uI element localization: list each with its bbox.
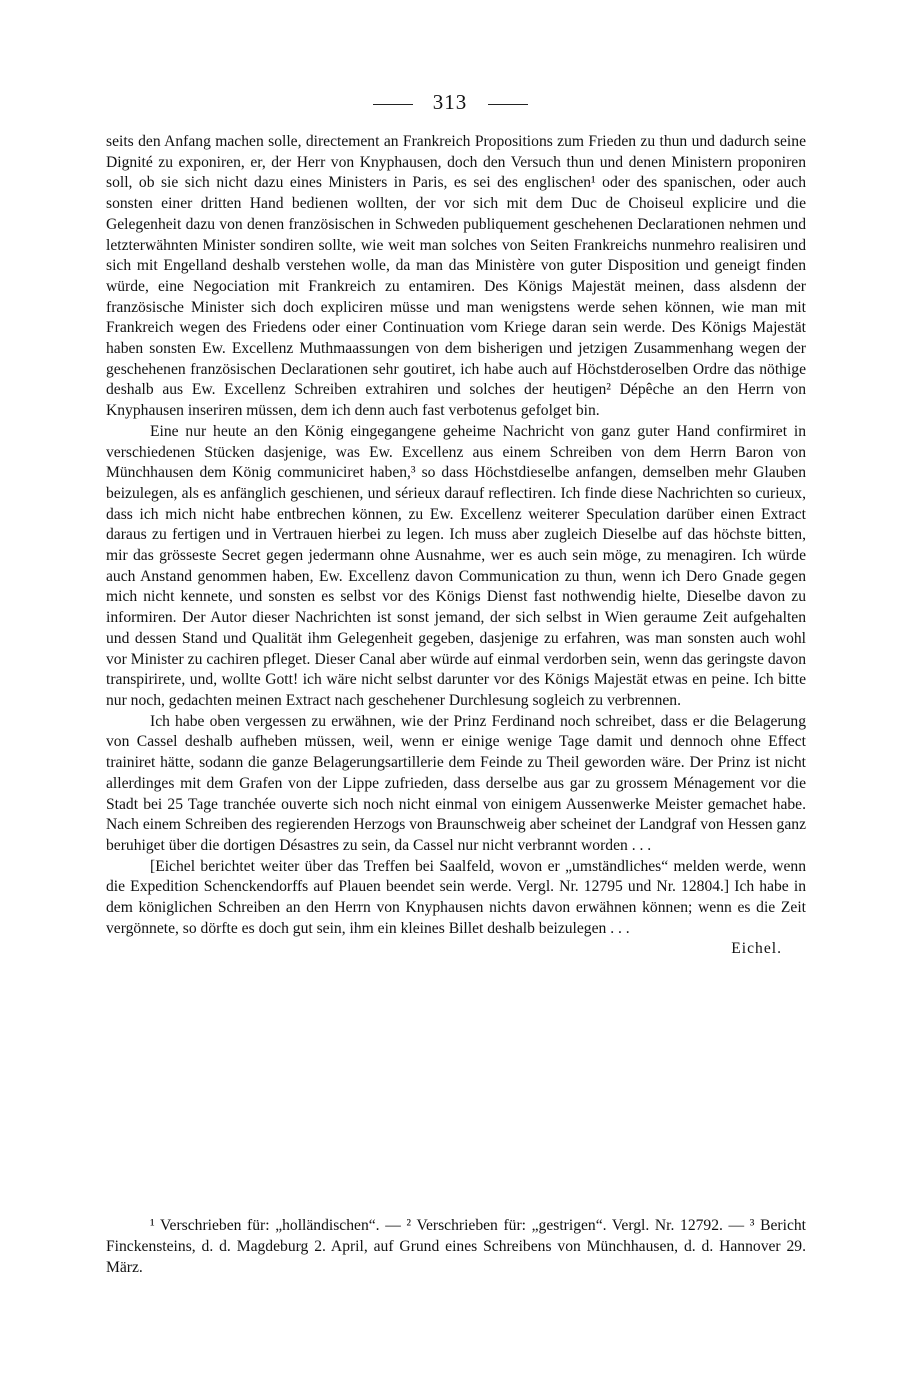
page-header <box>0 90 900 115</box>
body-text <box>106 132 806 960</box>
paragraph-3: Ich habe oben vergessen zu erwähnen, wie der Prinz Ferdinand noch schreibet, dass er die Belagerung von Cassel deshalb aufheben müssen, weil, wenn er einige wenige Tage damit und dennoch ohne Effect trainiret hätte, sodann die ganze Belagerungsartillerie dem Feinde zu Theil geworden wäre. Der Prinz ist nicht allerdinges mit dem Grafen von der Lippe zufrieden, dass derselbe aus gar zu grossem Ménagement vor die Stadt bei 25 Tage tranchée ouverte sich noch nicht einmal von einigem Aussenwerke Meister gemachet habe. Nach einem Schreiben des regierenden Herzogs von Braunschweig aber scheinet der Landgraf von Hessen ganz beruhiget über die dortigen Désastres zu sein, da Cassel nur nicht verbrannt worden . . . <box>106 712 806 854</box>
footnotes <box>106 1215 806 1278</box>
paragraph-2: Eine nur heute an den König eingegangene geheime Nachricht von ganz guter Hand confirmiret in verschiedenen Stücken dasjenige, was Ew. Excellenz aus einem Schreiben von dem Herrn Baron von Münchhausen dem König communiciret haben,³ so dass Höchstdieselbe anfangen, demselben mehr Glauben beizulegen, als es anfänglich geschienen, und sérieux darauf reflectiren. Ich finde diese Nachrichten so curieux, dass ich mich nicht habe entbrechen können, zu Ew. Excellenz weiterer Speculation darüber einen Extract daraus zu fertigen und in Vertrauen hierbei zu legen. Ich muss aber zugleich Dieselbe auf das höchste bitten, mir das grösseste Secret gegen jedermann ohne Ausnahme, wer es auch sein möge, zu menagiren. Ich würde auch Anstand genommen haben, Ew. Excellenz davon Communication zu thun, wenn ich Dero Gnade gegen mich nicht kennete, und sonsten es selbst vor des Königs Dienst fast nothwendig hielte, Dieselbe davon zu informiren. Der Autor dieser Nachrichten ist sonst jemand, der sich selbst in Wien geraume Zeit aufgehalten und dessen Stand und Qualität ihm Gelegenheit gegeben, dasjenige zu erfahren, was man sonsten auch wohl vor Minister zu cachiren pfleget. Dieser Canal aber würde auf einmal verdorben sein, wenn das geringste davon transpirirete, und, wollte Gott! ich wäre nicht selbst darunter vor des Königs Majestät etwas en peine. Ich bitte nur noch, gedachten meinen Extract nach geschehener Durchlesung sogleich zu verbrennen. <box>106 422 806 709</box>
paragraph-4: [Eichel berichtet weiter über das Treffen bei Saalfeld, wovon er „umständliches“ melden werde, wenn die Expedition Schenckendorffs auf Plauen beendet sein werde. Vergl. Nr. 12795 und Nr. 12804.] Ich habe in dem königlichen Schreiben an den Herrn von Knyphausen nichts davon erwähnen können; wenn es die Zeit vergönnete, so dörfte es doch gut sein, ihm ein kleines Billet deshalb beizulegen . . . <box>106 857 806 937</box>
header-rule-right <box>488 104 528 105</box>
footnote-block: ¹ Verschrieben für: „holländischen“. — ² Verschrieben für: „gestrigen“. Vergl. Nr. 12792. — ³ Bericht Finckensteins, d. d. Magdeburg 2. April, auf Grund eines Schreibens von Münchhausen, d. d. Hannover 29. März. <box>106 1217 806 1276</box>
paragraph-1: seits den Anfang machen solle, directement an Frankreich Propositions zum Frieden zu thun und dadurch seine Dignité zu exponiren, er, der Herr von Knyphausen, doch den Versuch thun und denen Ministern proponiren soll, ob sie sich nicht dazu eines Ministers in Paris, es sei des englischen¹ oder des spanischen, oder auch sonsten einer dritten Hand bedienen wollten, der vor sich mit dem Duc de Choiseul explicire und die Gelegenheit dazu von denen französischen in Schweden publiquement geschehenen Declarationen nehmen und letzterwähnten Minister sondiren sollte, wie weit man solches von Seiten Frankreichs nunmehro realisiren und sich mit Engelland deshalb verstehen wolle, da man das Ministère von guter Disposition und geneigt finden würde, eine Negociation mit Frankreich zu entamiren. Des Königs Majestät meinen, dass alsdenn der französische Minister sich doch expliciren müsse und man wenigstens werde sehen können, wie man mit Frankreich wegen des Friedens oder einer Continuation vom Kriege daran sein werde. Des Königs Majestät haben sonsten Ew. Excellenz Muthmaassungen von dem bisherigen und jetzigen Zusammenhang wegen der geschehenen französischen Declarationen sehr goutiret, ich habe auch auf Höchstderoselben Ordre das nöthige deshalb aus Ew. Excellenz Schreiben extrahiren und solches der heutigen² Dépêche an den Herrn von Knyphausen inseriren müssen, dem ich denn auch fast verbotenus gefolget bin. <box>106 133 806 420</box>
signature: Eichel. <box>731 940 782 958</box>
page-number: 313 <box>432 90 468 114</box>
header-rule-left <box>373 104 413 105</box>
